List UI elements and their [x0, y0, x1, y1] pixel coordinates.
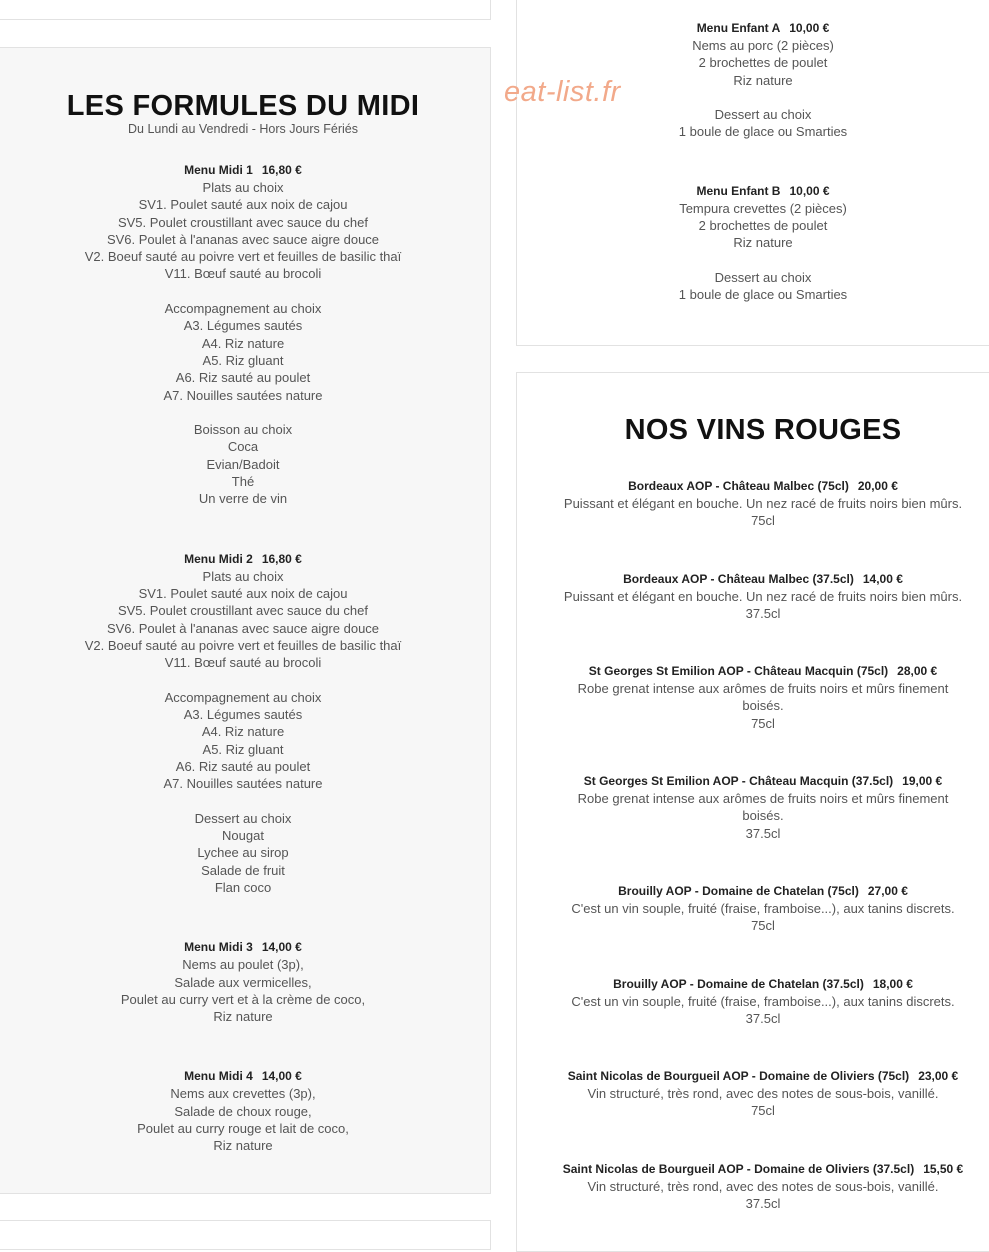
enfants-section: [530, 20, 989, 304]
menu-line: SV1. Poulet sauté aux noix de cajou: [138, 585, 348, 601]
menu-line: Un verre de vin: [198, 491, 288, 507]
menu-header: [530, 183, 989, 200]
wine-price: 19,00 €: [902, 774, 943, 789]
wine-item: [530, 663, 989, 732]
wine-header: [530, 571, 989, 588]
wine-header: [530, 478, 989, 495]
spacer: [0, 896, 486, 939]
menu-line: A7. Nouilles sautées nature: [163, 387, 323, 403]
menu-line: Flan coco: [214, 879, 272, 895]
wine-line: 75cl: [751, 918, 775, 934]
wine-line: 75cl: [751, 715, 775, 731]
wine-price: 23,00 €: [918, 1069, 959, 1084]
menu-line: Salade de choux rouge,: [174, 1103, 312, 1119]
menu-block: [530, 183, 989, 304]
spacer: [0, 404, 486, 421]
wine-line: boisés.: [742, 698, 784, 714]
wine-name: St Georges St Emilion AOP - Château Macquin (37.5cl): [583, 774, 894, 789]
wine-name: Bordeaux AOP - Château Malbec (37.5cl): [623, 571, 854, 586]
vins-title: NOS VINS ROUGES: [624, 414, 902, 446]
menu-block: [0, 939, 486, 1025]
menu-line: A5. Riz gluant: [202, 741, 284, 757]
wine-line: 37.5cl: [745, 1010, 781, 1026]
spacer: [0, 671, 486, 688]
wine-item: [530, 976, 989, 1028]
menu-price: 16,80 €: [261, 551, 302, 566]
wine-price: 20,00 €: [857, 479, 898, 493]
menu-header: [530, 20, 989, 37]
wine-name: Bordeaux AOP - Château Malbec (75cl): [628, 479, 849, 493]
wine-line: boisés.: [742, 808, 784, 824]
wine-line: 75cl: [751, 513, 775, 529]
menu-line: A3. Légumes sautés: [183, 318, 303, 334]
menu-card-bottom-left: [0, 1220, 491, 1250]
wine-name: Saint Nicolas de Bourgueil AOP - Domaine de Oliviers (37.5cl): [562, 1161, 915, 1176]
enfants-list: [530, 20, 989, 304]
menu-line: SV1. Poulet sauté aux noix de cajou: [138, 197, 348, 213]
menu-name: Menu Midi 4: [184, 1069, 253, 1084]
wine-item: [530, 773, 989, 842]
wine-price: 18,00 €: [872, 976, 913, 991]
vins-section: [530, 412, 989, 1212]
wine-header: [530, 1068, 989, 1085]
menu-line: Riz nature: [733, 72, 793, 88]
wine-line: Vin structuré, très rond, avec des notes de sous-bois, vanillé.: [587, 1178, 939, 1194]
wine-name: Brouilly AOP - Domaine de Chatelan (75cl): [618, 883, 859, 898]
formules-section: [0, 88, 486, 1155]
menu-name: Menu Enfant A: [696, 21, 781, 35]
menu-line: A4. Riz nature: [201, 724, 285, 740]
spacer: [0, 508, 486, 551]
wine-header: [530, 663, 989, 680]
menu-line: Evian/Badoit: [206, 456, 280, 472]
menu-line: A6. Riz sauté au poulet: [175, 758, 311, 774]
menu-line: 1 boule de glace ou Smarties: [678, 287, 848, 303]
spacer: [0, 283, 486, 300]
wine-line: C'est un vin souple, fruité (fraise, framboise...), aux tanins discrets.: [571, 993, 955, 1009]
menu-line: A4. Riz nature: [201, 335, 285, 351]
menu-line: V2. Boeuf sauté au poivre vert et feuilles de basilic thaï: [84, 637, 402, 653]
menu-line: A5. Riz gluant: [202, 352, 284, 368]
menu-line: Nems aux crevettes (3p),: [170, 1086, 316, 1102]
wine-name: Saint Nicolas de Bourgueil AOP - Domaine de Oliviers (75cl): [567, 1069, 910, 1084]
menu-line: A6. Riz sauté au poulet: [175, 370, 311, 386]
menu-line: Nems au poulet (3p),: [182, 957, 304, 973]
wine-line: C'est un vin souple, fruité (fraise, framboise...), aux tanins discrets.: [571, 900, 955, 916]
menu-line: Riz nature: [213, 1138, 273, 1154]
wine-name: St Georges St Emilion AOP - Château Macquin (75cl): [588, 664, 889, 679]
wine-item: [530, 478, 989, 530]
menu-line: SV6. Poulet à l'ananas avec sauce aigre douce: [106, 231, 380, 247]
menu-line: 2 brochettes de poulet: [698, 55, 828, 71]
spacer: [530, 89, 989, 106]
menu-line: Poulet au curry rouge et lait de coco,: [137, 1121, 349, 1137]
menu-line: Boisson au choix: [193, 422, 293, 438]
spacer: [530, 530, 989, 571]
menu-price: 10,00 €: [789, 21, 830, 35]
menu-line: SV6. Poulet à l'ananas avec sauce aigre douce: [106, 620, 380, 636]
menu-line: Thé: [231, 474, 255, 490]
menu-line: SV5. Poulet croustillant avec sauce du chef: [117, 214, 369, 230]
spacer: [0, 793, 486, 810]
menu-line: V11. Bœuf sauté au brocoli: [164, 655, 322, 671]
wine-item: [530, 571, 989, 623]
wine-line: Robe grenat intense aux arômes de fruits noirs et mûrs finement: [577, 791, 949, 807]
formules-subtitle: Du Lundi au Vendredi - Hors Jours Fériés: [128, 122, 358, 136]
menu-line: V11. Bœuf sauté au brocoli: [164, 266, 322, 282]
wine-header: [530, 773, 989, 790]
wine-item: [530, 883, 989, 935]
wine-name: Brouilly AOP - Domaine de Chatelan (37.5cl): [613, 976, 864, 991]
menu-block: [0, 162, 486, 508]
menu-line: Salade aux vermicelles,: [174, 974, 312, 990]
menu-name: Menu Enfant B: [696, 183, 781, 198]
spacer: [530, 252, 989, 269]
formules-list: [0, 162, 486, 1155]
menu-price: 16,80 €: [261, 163, 302, 177]
menu-price: 14,00 €: [261, 940, 302, 955]
menu-line: 1 boule de glace ou Smarties: [678, 124, 848, 140]
wine-line: 37.5cl: [745, 1196, 781, 1212]
menu-line: Riz nature: [733, 235, 793, 251]
menu-line: Dessert au choix: [194, 810, 292, 826]
menu-line: Tempura crevettes (2 pièces): [679, 200, 847, 216]
menu-line: V2. Boeuf sauté au poivre vert et feuilles de basilic thaï: [84, 249, 402, 265]
menu-name: Menu Midi 1: [184, 163, 253, 177]
menu-line: Poulet au curry vert et à la crème de coco,: [120, 991, 366, 1007]
wine-price: 15,50 €: [923, 1161, 964, 1176]
wine-price: 14,00 €: [862, 571, 903, 586]
menu-price: 14,00 €: [261, 1069, 302, 1084]
menu-line: A7. Nouilles sautées nature: [163, 776, 323, 792]
formules-title: LES FORMULES DU MIDI: [66, 90, 420, 122]
wine-line: 75cl: [751, 1103, 775, 1119]
menu-header: [0, 939, 486, 956]
watermark: eat-list.fr: [504, 76, 621, 108]
wine-line: Puissant et élégant en bouche. Un nez racé de fruits noirs bien mûrs.: [563, 588, 963, 604]
menu-line: 2 brochettes de poulet: [698, 218, 828, 234]
menu-header: [0, 1068, 486, 1085]
menu-line: Plats au choix: [202, 180, 284, 195]
menu-line: Accompagnement au choix: [164, 689, 322, 705]
spacer: [0, 1025, 486, 1068]
menu-header: [0, 162, 486, 179]
spacer: [530, 622, 989, 663]
menu-line: Dessert au choix: [714, 269, 812, 285]
wine-line: Robe grenat intense aux arômes de fruits noirs et mûrs finement: [577, 681, 949, 697]
menu-line: SV5. Poulet croustillant avec sauce du chef: [117, 603, 369, 619]
wine-line: Vin structuré, très rond, avec des notes de sous-bois, vanillé.: [587, 1086, 939, 1102]
wine-header: [530, 1161, 989, 1178]
spacer: [530, 935, 989, 976]
menu-block: [530, 20, 989, 141]
menu-line: Dessert au choix: [714, 107, 812, 123]
menu-line: Accompagnement au choix: [164, 301, 322, 317]
menu-line: Nems au porc (2 pièces): [692, 38, 834, 53]
wine-price: 28,00 €: [897, 664, 938, 679]
menu-line: Nougat: [222, 828, 264, 844]
wine-line: 37.5cl: [745, 825, 781, 841]
vins-list: [530, 478, 989, 1212]
menu-card-top-left: [0, 0, 491, 20]
menu-header: [0, 551, 486, 568]
spacer: [530, 141, 989, 183]
spacer: [530, 1120, 989, 1161]
wine-item: [530, 1161, 989, 1213]
menu-line: A3. Légumes sautés: [183, 707, 303, 723]
menu-block: [0, 1068, 486, 1154]
menu-line: Lychee au sirop: [197, 845, 289, 861]
menu-line: Salade de fruit: [201, 862, 285, 878]
menu-line: Plats au choix: [202, 568, 284, 584]
wine-header: [530, 883, 989, 900]
wine-line: 37.5cl: [745, 605, 781, 621]
wine-item: [530, 1068, 989, 1120]
wine-line: Puissant et élégant en bouche. Un nez racé de fruits noirs bien mûrs.: [563, 496, 963, 511]
menu-line: Riz nature: [213, 1009, 273, 1025]
spacer: [530, 732, 989, 773]
menu-price: 10,00 €: [789, 183, 830, 198]
menu-name: Menu Midi 2: [184, 551, 253, 566]
wine-price: 27,00 €: [867, 883, 908, 898]
spacer: [530, 842, 989, 883]
wine-header: [530, 976, 989, 993]
menu-line: Coca: [227, 439, 259, 455]
menu-name: Menu Midi 3: [184, 940, 253, 955]
menu-block: [0, 551, 486, 897]
spacer: [530, 1027, 989, 1068]
